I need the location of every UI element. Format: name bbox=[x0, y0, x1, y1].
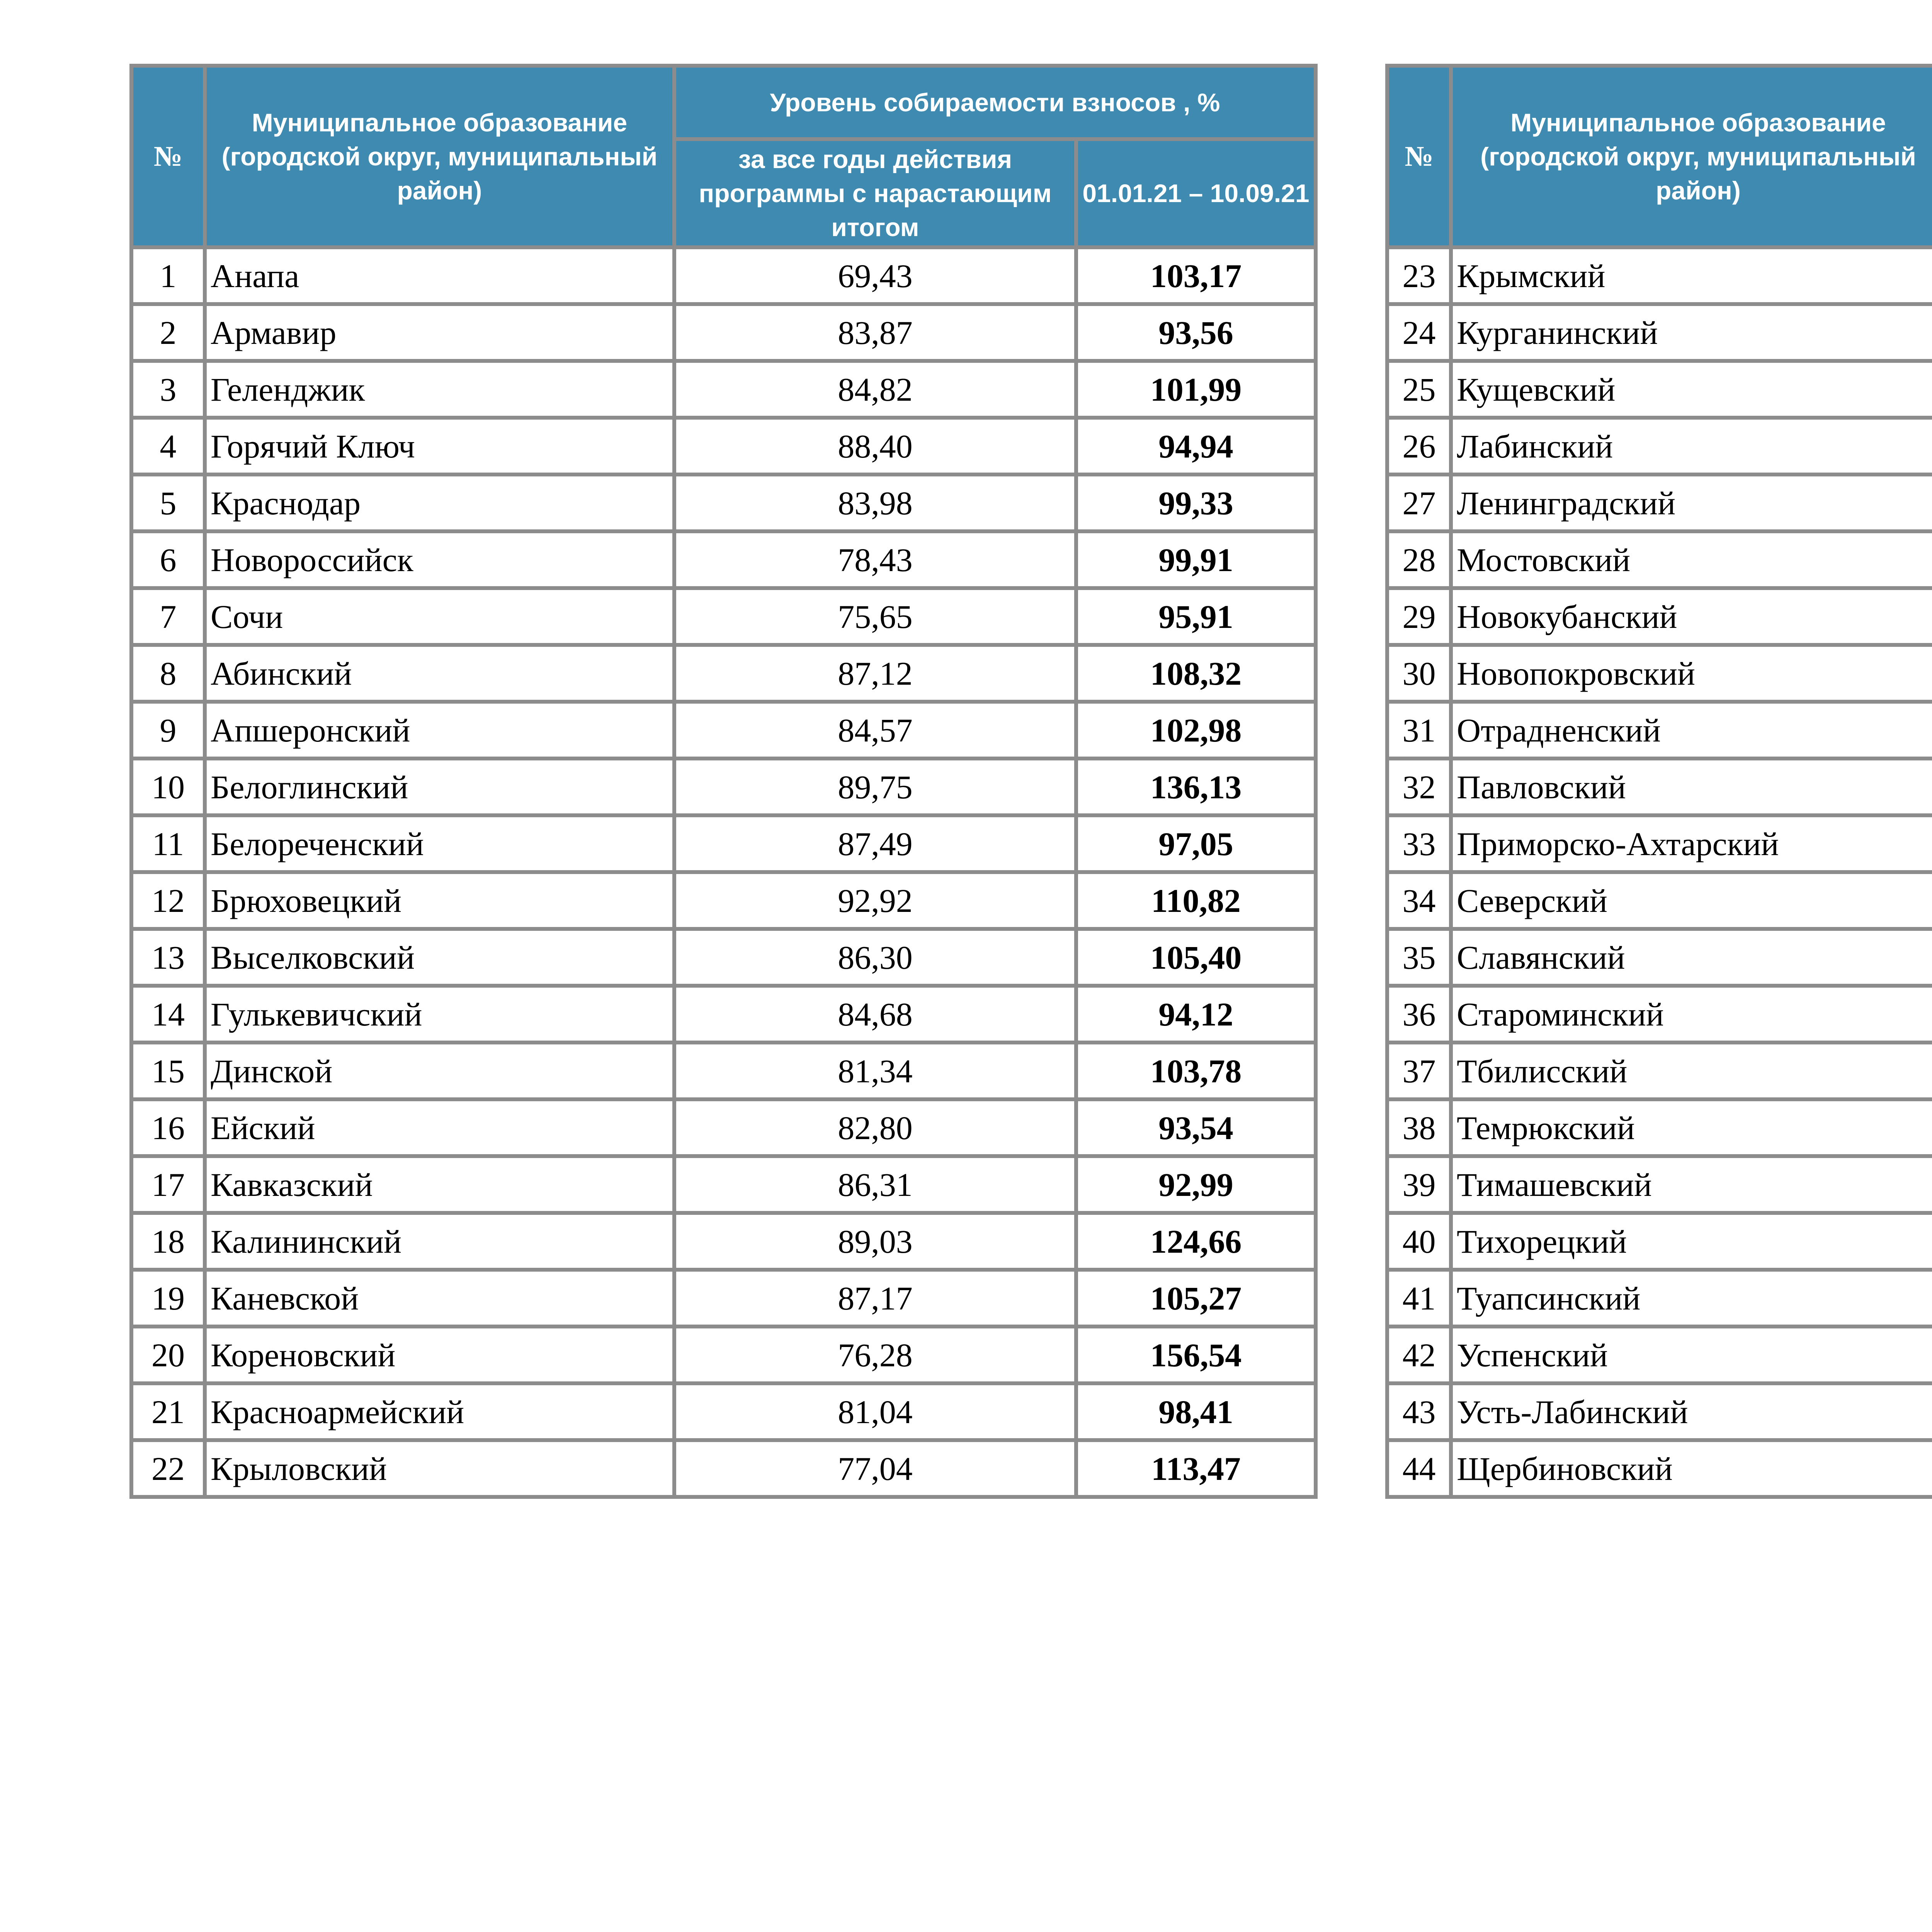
row-number: 30 bbox=[1387, 645, 1451, 702]
table-row bbox=[131, 1327, 1316, 1383]
row-number: 13 bbox=[131, 929, 205, 986]
collection-level-all-years: 89,75 bbox=[674, 759, 1076, 815]
table-row bbox=[1387, 361, 1932, 418]
municipality-name: Успенский bbox=[1451, 1327, 1932, 1383]
table-row bbox=[131, 1270, 1316, 1327]
row-number: 2 bbox=[131, 304, 205, 361]
row-number: 11 bbox=[131, 815, 205, 872]
collection-level-period: 99,91 bbox=[1076, 531, 1316, 588]
municipality-name: Темрюкский bbox=[1451, 1099, 1932, 1156]
table-row bbox=[131, 418, 1316, 474]
row-number: 37 bbox=[1387, 1043, 1451, 1099]
collection-level-period: 136,13 bbox=[1076, 759, 1316, 815]
collection-level-all-years: 78,43 bbox=[674, 531, 1076, 588]
municipality-name: Кавказский bbox=[205, 1156, 674, 1213]
header-num: № bbox=[131, 66, 205, 247]
collection-level-all-years: 92,92 bbox=[674, 872, 1076, 929]
table-row bbox=[131, 531, 1316, 588]
municipality-name: Горячий Ключ bbox=[205, 418, 674, 474]
collection-level-period: 97,05 bbox=[1076, 815, 1316, 872]
row-number: 7 bbox=[131, 588, 205, 645]
row-number: 25 bbox=[1387, 361, 1451, 418]
row-number: 41 bbox=[1387, 1270, 1451, 1327]
municipality-name: Новороссийск bbox=[205, 531, 674, 588]
table-row bbox=[1387, 645, 1932, 702]
collection-level-period: 92,99 bbox=[1076, 1156, 1316, 1213]
municipality-name: Кореновский bbox=[205, 1327, 674, 1383]
collection-level-period: 110,82 bbox=[1076, 872, 1316, 929]
table-row bbox=[131, 986, 1316, 1043]
collection-level-all-years: 87,49 bbox=[674, 815, 1076, 872]
municipality-name: Геленджик bbox=[205, 361, 674, 418]
row-number: 21 bbox=[131, 1383, 205, 1440]
municipality-name: Мостовский bbox=[1451, 531, 1932, 588]
table-row bbox=[1387, 929, 1932, 986]
row-number: 43 bbox=[1387, 1383, 1451, 1440]
row-number: 12 bbox=[131, 872, 205, 929]
collection-table-left bbox=[129, 64, 1318, 1499]
municipality-name: Выселковский bbox=[205, 929, 674, 986]
row-number: 4 bbox=[131, 418, 205, 474]
collection-level-all-years: 83,98 bbox=[674, 474, 1076, 531]
municipality-name: Ейский bbox=[205, 1099, 674, 1156]
table-row bbox=[131, 872, 1316, 929]
collection-level-all-years: 87,17 bbox=[674, 1270, 1076, 1327]
municipality-name: Крымский bbox=[1451, 247, 1932, 304]
collection-level-all-years: 69,43 bbox=[674, 247, 1076, 304]
collection-level-all-years: 89,03 bbox=[674, 1213, 1076, 1270]
header-num: № bbox=[1387, 66, 1451, 247]
row-number: 6 bbox=[131, 531, 205, 588]
table-row bbox=[1387, 1383, 1932, 1440]
table-row bbox=[131, 645, 1316, 702]
table-row bbox=[131, 815, 1316, 872]
collection-level-period: 94,12 bbox=[1076, 986, 1316, 1043]
collection-level-period: 105,40 bbox=[1076, 929, 1316, 986]
row-number: 44 bbox=[1387, 1440, 1451, 1497]
collection-table-right bbox=[1385, 64, 1932, 1499]
municipality-name: Тимашевский bbox=[1451, 1156, 1932, 1213]
collection-level-period: 156,54 bbox=[1076, 1327, 1316, 1383]
collection-level-all-years: 81,34 bbox=[674, 1043, 1076, 1099]
row-number: 19 bbox=[131, 1270, 205, 1327]
row-number: 1 bbox=[131, 247, 205, 304]
collection-level-all-years: 84,68 bbox=[674, 986, 1076, 1043]
municipality-name: Брюховецкий bbox=[205, 872, 674, 929]
row-number: 20 bbox=[131, 1327, 205, 1383]
table-row bbox=[1387, 1327, 1932, 1383]
municipality-name: Анапа bbox=[205, 247, 674, 304]
table-row bbox=[1387, 1213, 1932, 1270]
row-number: 17 bbox=[131, 1156, 205, 1213]
collection-level-period: 105,27 bbox=[1076, 1270, 1316, 1327]
table-row bbox=[1387, 702, 1932, 759]
collection-level-period: 108,32 bbox=[1076, 645, 1316, 702]
header-all-years: за все годы действия программы с нарастающим итогом bbox=[674, 139, 1076, 247]
table-row bbox=[131, 1099, 1316, 1156]
table-row bbox=[1387, 474, 1932, 531]
table-row bbox=[131, 929, 1316, 986]
collection-level-period: 124,66 bbox=[1076, 1213, 1316, 1270]
table-row bbox=[1387, 247, 1932, 304]
row-number: 42 bbox=[1387, 1327, 1451, 1383]
table-row bbox=[1387, 1270, 1932, 1327]
municipality-name: Сочи bbox=[205, 588, 674, 645]
collection-level-all-years: 86,30 bbox=[674, 929, 1076, 986]
row-number: 22 bbox=[131, 1440, 205, 1497]
table-row bbox=[1387, 986, 1932, 1043]
table-row bbox=[1387, 759, 1932, 815]
row-number: 18 bbox=[131, 1213, 205, 1270]
table-row bbox=[1387, 531, 1932, 588]
collection-level-period: 98,41 bbox=[1076, 1383, 1316, 1440]
collection-level-all-years: 82,80 bbox=[674, 1099, 1076, 1156]
collection-level-period: 103,78 bbox=[1076, 1043, 1316, 1099]
municipality-name: Усть-Лабинский bbox=[1451, 1383, 1932, 1440]
header-municipality: Муниципальное образование (городской округ, муниципальный район) bbox=[205, 66, 674, 247]
collection-level-period: 101,99 bbox=[1076, 361, 1316, 418]
row-number: 32 bbox=[1387, 759, 1451, 815]
header-period: 01.01.21 – 10.09.21 bbox=[1076, 139, 1316, 247]
municipality-name: Новопокровский bbox=[1451, 645, 1932, 702]
collection-level-period: 102,98 bbox=[1076, 702, 1316, 759]
collection-level-all-years: 83,87 bbox=[674, 304, 1076, 361]
row-number: 15 bbox=[131, 1043, 205, 1099]
municipality-name: Гулькевичский bbox=[205, 986, 674, 1043]
municipality-name: Ленинградский bbox=[1451, 474, 1932, 531]
row-number: 29 bbox=[1387, 588, 1451, 645]
row-number: 33 bbox=[1387, 815, 1451, 872]
collection-level-all-years: 81,04 bbox=[674, 1383, 1076, 1440]
municipality-name: Павловский bbox=[1451, 759, 1932, 815]
municipality-name: Приморско-Ахтарский bbox=[1451, 815, 1932, 872]
municipality-name: Новокубанский bbox=[1451, 588, 1932, 645]
municipality-name: Староминский bbox=[1451, 986, 1932, 1043]
collection-level-period: 95,91 bbox=[1076, 588, 1316, 645]
collection-level-all-years: 84,57 bbox=[674, 702, 1076, 759]
table-row bbox=[1387, 1043, 1932, 1099]
row-number: 38 bbox=[1387, 1099, 1451, 1156]
collection-level-all-years: 86,31 bbox=[674, 1156, 1076, 1213]
row-number: 24 bbox=[1387, 304, 1451, 361]
municipality-name: Северский bbox=[1451, 872, 1932, 929]
collection-level-period: 99,33 bbox=[1076, 474, 1316, 531]
collection-level-period: 93,56 bbox=[1076, 304, 1316, 361]
collection-level-period: 113,47 bbox=[1076, 1440, 1316, 1497]
collection-level-all-years: 77,04 bbox=[674, 1440, 1076, 1497]
municipality-name: Кущевский bbox=[1451, 361, 1932, 418]
row-number: 34 bbox=[1387, 872, 1451, 929]
municipality-name: Лабинский bbox=[1451, 418, 1932, 474]
collection-level-period: 93,54 bbox=[1076, 1099, 1316, 1156]
municipality-name: Калининский bbox=[205, 1213, 674, 1270]
row-number: 8 bbox=[131, 645, 205, 702]
municipality-name: Курганинский bbox=[1451, 304, 1932, 361]
row-number: 39 bbox=[1387, 1156, 1451, 1213]
row-number: 5 bbox=[131, 474, 205, 531]
municipality-name: Каневской bbox=[205, 1270, 674, 1327]
municipality-name: Отрадненский bbox=[1451, 702, 1932, 759]
row-number: 14 bbox=[131, 986, 205, 1043]
table-row bbox=[1387, 304, 1932, 361]
municipality-name: Белоглинский bbox=[205, 759, 674, 815]
row-number: 26 bbox=[1387, 418, 1451, 474]
table-row bbox=[1387, 815, 1932, 872]
collection-level-all-years: 88,40 bbox=[674, 418, 1076, 474]
row-number: 3 bbox=[131, 361, 205, 418]
collection-level-period: 94,94 bbox=[1076, 418, 1316, 474]
row-number: 35 bbox=[1387, 929, 1451, 986]
row-number: 10 bbox=[131, 759, 205, 815]
municipality-name: Тбилисский bbox=[1451, 1043, 1932, 1099]
table-row bbox=[131, 588, 1316, 645]
municipality-name: Краснодар bbox=[205, 474, 674, 531]
municipality-name: Апшеронский bbox=[205, 702, 674, 759]
table-row bbox=[1387, 1099, 1932, 1156]
municipality-name: Красноармейский bbox=[205, 1383, 674, 1440]
table-row bbox=[131, 1440, 1316, 1497]
municipality-name: Динской bbox=[205, 1043, 674, 1099]
collection-level-all-years: 76,28 bbox=[674, 1327, 1076, 1383]
row-number: 16 bbox=[131, 1099, 205, 1156]
row-number: 9 bbox=[131, 702, 205, 759]
table-row bbox=[1387, 1156, 1932, 1213]
table-row bbox=[1387, 418, 1932, 474]
table-row bbox=[1387, 872, 1932, 929]
table-row bbox=[131, 702, 1316, 759]
table-row bbox=[131, 1383, 1316, 1440]
table-row bbox=[131, 1213, 1316, 1270]
table-row bbox=[131, 1156, 1316, 1213]
municipality-name: Туапсинский bbox=[1451, 1270, 1932, 1327]
table-row bbox=[131, 247, 1316, 304]
table-row bbox=[131, 759, 1316, 815]
table-row bbox=[1387, 1440, 1932, 1497]
header-collection-level: Уровень собираемости взносов , % bbox=[674, 66, 1316, 139]
municipality-name: Крыловский bbox=[205, 1440, 674, 1497]
row-number: 27 bbox=[1387, 474, 1451, 531]
municipality-name: Тихорецкий bbox=[1451, 1213, 1932, 1270]
municipality-name: Армавир bbox=[205, 304, 674, 361]
collection-level-all-years: 75,65 bbox=[674, 588, 1076, 645]
table-row bbox=[131, 304, 1316, 361]
collection-level-all-years: 87,12 bbox=[674, 645, 1076, 702]
municipality-name: Славянский bbox=[1451, 929, 1932, 986]
municipality-name: Щербиновский bbox=[1451, 1440, 1932, 1497]
collection-level-period: 103,17 bbox=[1076, 247, 1316, 304]
header-municipality: Муниципальное образование (городской округ, муниципальный район) bbox=[1451, 66, 1932, 247]
municipality-name: Белореченский bbox=[205, 815, 674, 872]
table-row bbox=[131, 361, 1316, 418]
row-number: 36 bbox=[1387, 986, 1451, 1043]
collection-level-all-years: 84,82 bbox=[674, 361, 1076, 418]
municipality-name: Абинский bbox=[205, 645, 674, 702]
row-number: 28 bbox=[1387, 531, 1451, 588]
table-row bbox=[131, 474, 1316, 531]
table-row bbox=[1387, 588, 1932, 645]
row-number: 31 bbox=[1387, 702, 1451, 759]
table-row bbox=[131, 1043, 1316, 1099]
row-number: 40 bbox=[1387, 1213, 1451, 1270]
row-number: 23 bbox=[1387, 247, 1451, 304]
